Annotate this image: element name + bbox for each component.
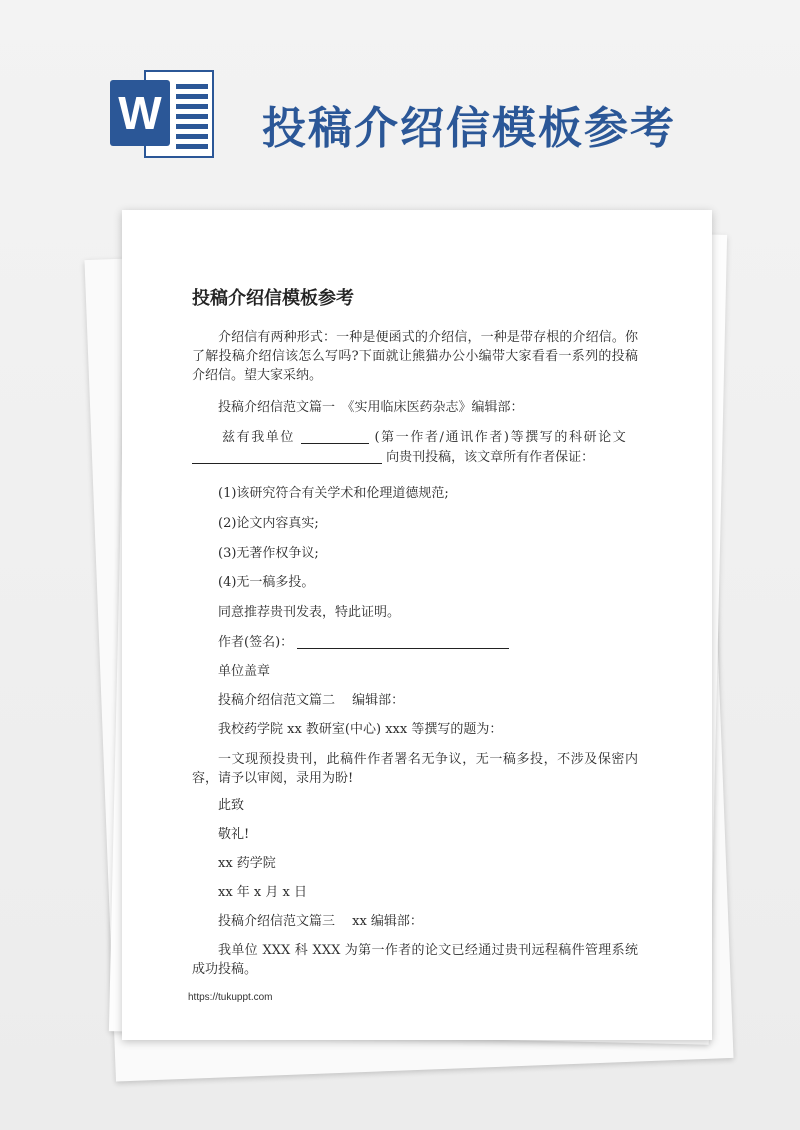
recommend-line: 同意推荐贵刊发表，特此证明。 xyxy=(218,605,401,620)
sample2-heading: 投稿介绍信范文篇二 编辑部： xyxy=(218,693,405,708)
signature-line xyxy=(218,633,509,652)
seal-line: 单位盖章 xyxy=(218,664,271,679)
sample1-line1-start: 兹有我单位 xyxy=(222,430,296,445)
word-document-icon xyxy=(110,66,214,162)
guarantee-item-1: (1)该研究符合有关学术和伦理道德规范; xyxy=(218,486,449,501)
signature-label: 作者(签名)： xyxy=(218,635,294,650)
footer-url: https://tukuppt.com xyxy=(188,992,273,1003)
unit-blank xyxy=(301,429,369,444)
guarantee-item-3: (3)无著作权争议; xyxy=(218,546,319,561)
word-logo-letter: W xyxy=(110,80,170,146)
sample1-line1-end: (第一作者/通讯作者)等撰写的科研论文 xyxy=(374,430,628,445)
sample1-heading: 投稿介绍信范文篇一 《实用临床医药杂志》编辑部： xyxy=(218,400,524,415)
document-page xyxy=(122,210,712,1040)
guarantee-item-2: (2)论文内容真实; xyxy=(218,516,319,531)
paper-title-blank xyxy=(192,449,382,464)
sample3-paragraph: 我单位 XXX 科 XXX 为第一作者的论文已经通过贵刊远程稿件管理系统成功投稿。 xyxy=(192,943,638,977)
sample1-line2-text: 向贵刊投稿，该文章所有作者保证： xyxy=(386,450,595,465)
document-title: 投稿介绍信模板参考 xyxy=(192,288,354,309)
signature-date: xx 年 x 月 x 日 xyxy=(218,885,307,900)
signature-blank xyxy=(297,634,509,649)
header xyxy=(0,0,800,200)
sample1-line1 xyxy=(222,428,627,447)
sample3-heading: 投稿介绍信范文篇三 xx 编辑部： xyxy=(218,914,423,929)
intro-paragraph: 介绍信有两种形式：一种是便函式的介绍信，一种是带存根的介绍信。你了解投稿介绍信该怎么写吗?下面就让熊猫办公小编带大家看看一系列的投稿介绍信。望大家采纳。 xyxy=(192,330,638,383)
guarantee-item-4: (4)无一稿多投。 xyxy=(218,575,315,590)
closing-regards: 此致 xyxy=(218,798,245,813)
sample2-line1: 我校药学院 xx 教研室(中心) xxx 等撰写的题为： xyxy=(218,722,503,737)
page-title: 投稿介绍信模板参考 xyxy=(262,103,676,154)
sample1-line2 xyxy=(192,448,594,467)
closing-salute: 敬礼! xyxy=(218,827,250,842)
sample2-paragraph: 一文现预投贵刊，此稿件作者署名无争议，无一稿多投，不涉及保密内容，请予以审阅，录用为盼! xyxy=(192,752,638,786)
signature-org: xx 药学院 xyxy=(218,856,276,871)
